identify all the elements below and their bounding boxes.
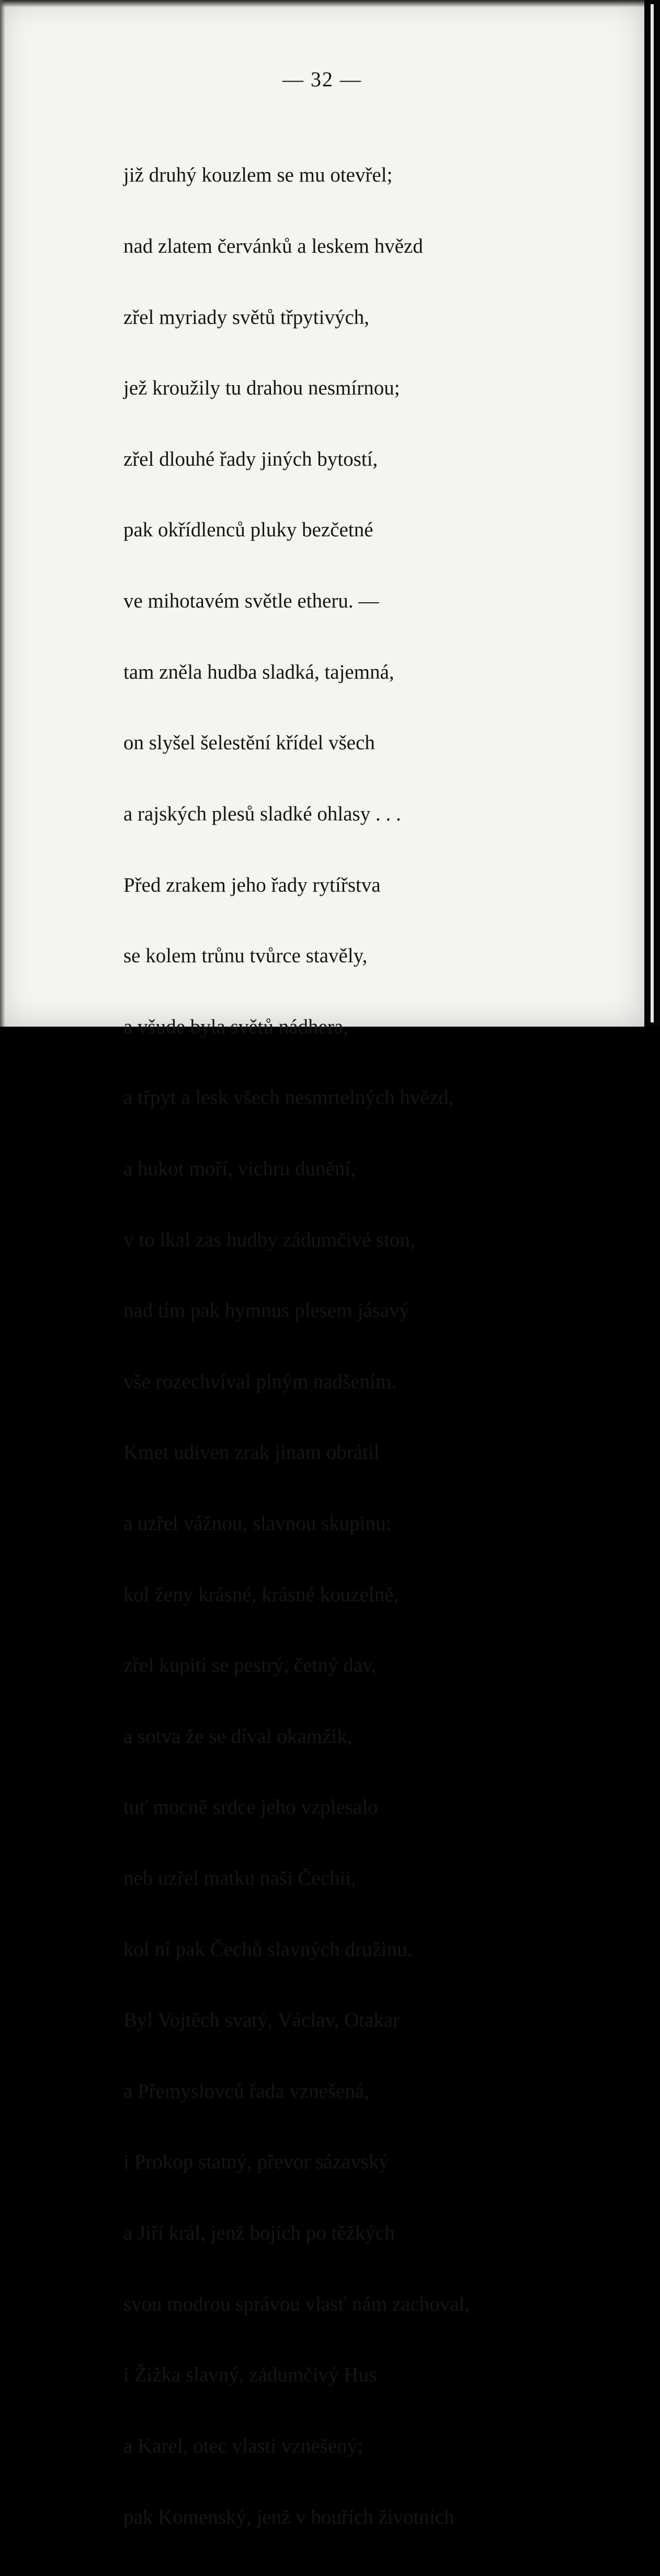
poem-line: jež kroužily tu drahou nesmírnou; [123, 377, 400, 400]
poem-line: a Karel, otec vlasti vznešený; [123, 2434, 363, 2457]
poem-line: zřel dlouhé řady jiných bytostí, [123, 447, 378, 470]
scan-edge-top [0, 0, 644, 7]
poem-text [123, 116, 470, 2576]
scan-stripe-right [651, 4, 654, 1022]
poem-line: již druhý kouzlem se mu otevřel; [123, 164, 393, 187]
poem-line: v to lkal zas hudby zádumčivé ston, [123, 1228, 415, 1251]
poem-line: pak okřídlenců pluky bezčetné [123, 519, 373, 542]
poem-line: i Prokop statný, převor sázavský [123, 2151, 389, 2174]
page-number: — 32 — [282, 68, 362, 91]
poem-line: zřel kupiti se pestrý, četný dav, [123, 1654, 377, 1677]
poem-line: zřel myriady světů třpytivých, [123, 306, 370, 329]
poem-line: svou modrou správou vlasť nám zachoval, [123, 2292, 470, 2315]
poem-line: Byl Vojtěch svatý, Václav, Otakar [123, 2009, 400, 2032]
poem-line: nad zlatem červánků a leskem hvězd [123, 235, 423, 258]
poem-line: tam zněla hudba sladká, tajemná, [123, 660, 394, 683]
poem-line: i Žižka slavný, zádumčivý Hus [123, 2364, 377, 2387]
poem-line: a Jiří král, jenž bojích po těžkých [123, 2222, 395, 2245]
poem-line: kol ženy krásné, krásné kouzelně, [123, 1583, 399, 1606]
poem-line: a hukot moří, vichru dunění, [123, 1157, 356, 1180]
poem-line: Před zrakem jeho řady rytířstva [123, 873, 381, 896]
poem-line: se kolem trůnu tvůrce stavěly, [123, 944, 368, 968]
poem-line: ve mihotavém světle etheru. — [123, 590, 379, 613]
poem-line: a uzřel vážnou, slavnou skupinu: [123, 1512, 392, 1535]
poem-line: a Přemyslovců řada vznešená, [123, 2079, 369, 2102]
poem-line: tuť mocně srdce jeho vzplesalo [123, 1796, 378, 1819]
poem-line: pak Komenský, jenž v bouřích životních [123, 2505, 454, 2528]
poem-line: on slyšel šelestění křídel všech [123, 732, 375, 755]
poem-line: neb uzřel matku naši Čechii, [123, 1867, 357, 1890]
poem-line: a všude byla světů nádhera, [123, 1015, 348, 1038]
poem-line: vše rozechvíval plným nadšením. [123, 1370, 397, 1393]
poem-line: a třpyt a lesk všech nesmrtelných hvězd, [123, 1086, 454, 1109]
poem-line: kol ní pak Čechů slavných družinu. [123, 1938, 413, 1961]
poem-line: a rajských plesů sladké ohlasy . . . [123, 802, 401, 825]
poem-line: nad tím pak hymnus plesem jásavý [123, 1299, 409, 1322]
poem-line: a sotva že se díval okamžik, [123, 1725, 352, 1748]
poem-line: Kmet udiven zrak jinam obrátil [123, 1441, 380, 1464]
scan-edge-left [0, 0, 5, 1027]
